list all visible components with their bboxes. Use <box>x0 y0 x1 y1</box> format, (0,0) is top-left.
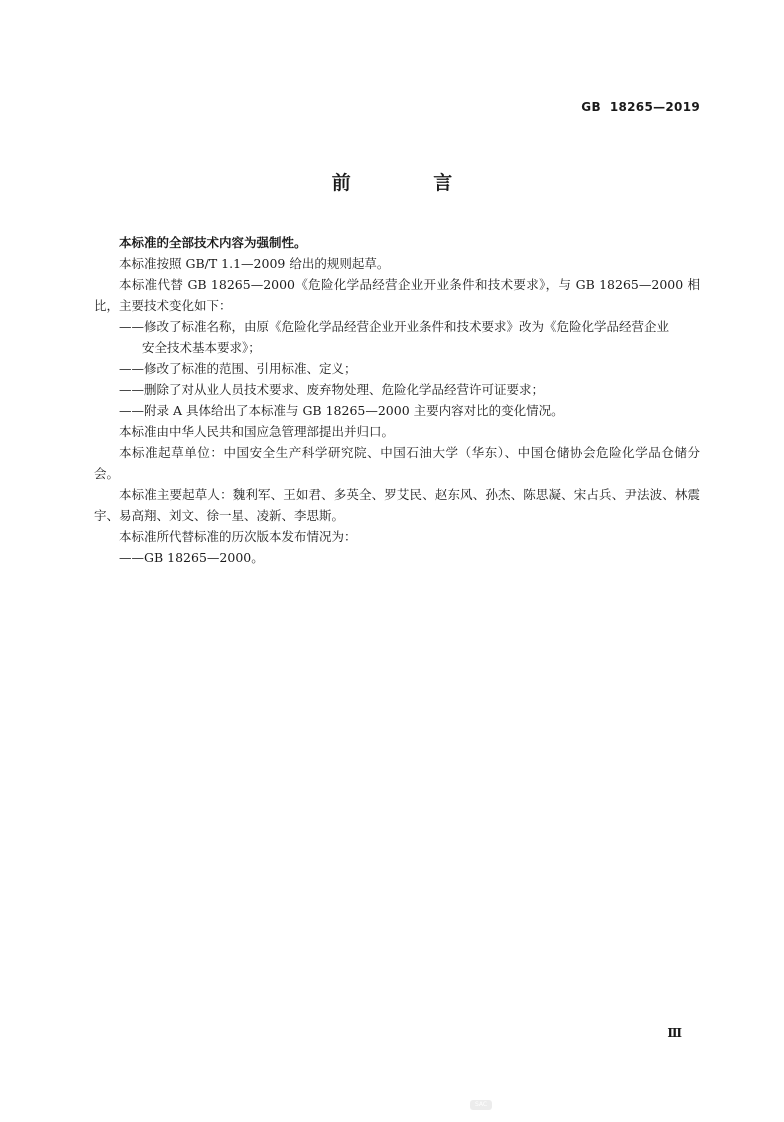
drafting-units-paragraph: 本标准起草单位：中国安全生产科学研究院、中国石油大学（华东）、中国仓储协会危险化学品仓储分会。 <box>94 445 700 481</box>
change-item-2: ——修改了标准的范围、引用标准、定义； <box>119 361 357 376</box>
change-item-1-continued: 安全技术基本要求》； <box>142 340 261 355</box>
replacement-paragraph: 本标准代替 GB 18265—2000《危险化学品经营企业开业条件和技术要求》，与 GB 18265—2000 相比，主要技术变化如下： <box>94 277 700 313</box>
drafters-paragraph: 本标准主要起草人：魏利军、王如君、多英全、罗艾民、赵东风、孙杰、陈思凝、宋占兵、尹法波、林震宇、易高翔、刘文、徐一星、凌新、李思斯。 <box>94 487 700 523</box>
change-item-1: ——修改了标准名称，由原《危险化学品经营企业开业条件和技术要求》改为《危险化学品经营企业 <box>119 319 670 334</box>
page-title: 前 言 <box>331 172 491 194</box>
drafting-rules-paragraph: 本标准按照 GB/T 1.1—2009 给出的规则起草。 <box>119 256 390 271</box>
history-item-1: ——GB 18265—2000。 <box>119 550 264 565</box>
mandatory-statement: 本标准的全部技术内容为强制性。 <box>119 235 307 250</box>
change-item-4: ——附录 A 具体给出了本标准与 GB 18265—2000 主要内容对比的变化情况。 <box>119 403 564 418</box>
proposer-paragraph: 本标准由中华人民共和国应急管理部提出并归口。 <box>119 424 395 439</box>
page-number: Ⅲ <box>667 1026 682 1040</box>
standard-number: GB 18265—2019 <box>581 100 700 114</box>
foreword-body <box>94 232 700 568</box>
sac-watermark-logo: SAC <box>470 1100 492 1110</box>
change-item-3: ——删除了对从业人员技术要求、废弃物处理、危险化学品经营许可证要求； <box>119 382 545 397</box>
history-paragraph: 本标准所代替标准的历次版本发布情况为： <box>119 529 357 544</box>
